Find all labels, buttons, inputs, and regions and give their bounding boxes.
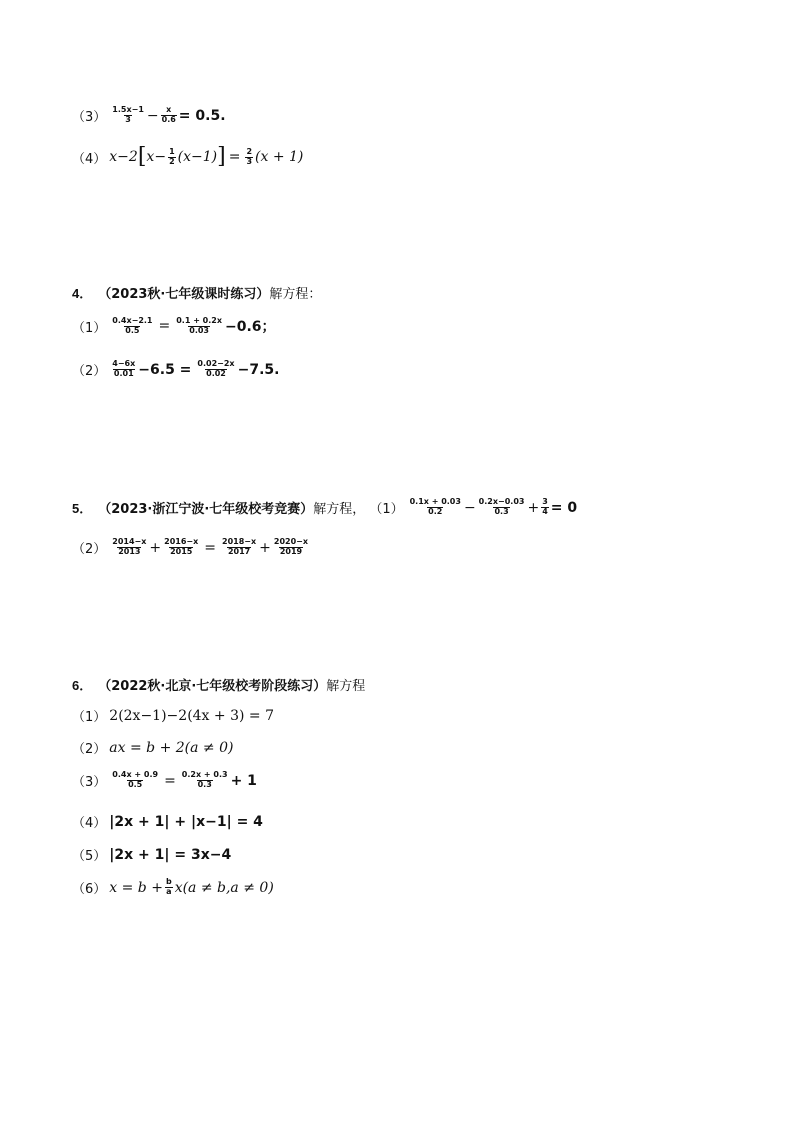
fraction bbox=[541, 498, 549, 517]
problem-3-part-3: （3） $\frac{1.5x-1}{3}$ − $\frac{x}{0.6}$ = 0.5. bbox=[72, 105, 226, 125]
question-number: 4． bbox=[72, 286, 93, 301]
fraction bbox=[245, 148, 253, 167]
sub-label: （1） bbox=[369, 502, 404, 517]
denominator: 0.5 bbox=[125, 325, 140, 335]
question-prompt: 解方程 bbox=[326, 679, 366, 694]
numerator: b bbox=[165, 877, 172, 887]
numerator: 0.2x−0.03 bbox=[478, 497, 525, 507]
numerator: 2016−x bbox=[164, 537, 199, 547]
fraction bbox=[161, 106, 177, 125]
denominator: 0.01 bbox=[113, 369, 134, 378]
sub-label: （2） bbox=[72, 364, 107, 379]
sub-label: （2） bbox=[72, 742, 107, 757]
question-source: （2023秋·七年级课时练习） bbox=[98, 287, 270, 302]
denominator: 3 bbox=[125, 115, 131, 124]
question-source: （2022秋·北京·七年级校考阶段练习） bbox=[98, 679, 327, 694]
fraction bbox=[111, 538, 147, 557]
denominator: 2 bbox=[169, 156, 175, 166]
question-6-part-2 bbox=[72, 738, 233, 757]
denominator: 0.6 bbox=[161, 115, 176, 124]
fraction bbox=[111, 106, 145, 125]
numerator: 0.1x + 0.03 bbox=[409, 497, 461, 507]
sub-label: （3） bbox=[72, 775, 107, 790]
numerator: 0.2x + 0.3 bbox=[181, 770, 228, 780]
denominator: 2013 bbox=[118, 547, 141, 556]
question-4-part-1: （1） $\frac{0.4x-2.1}{0.5}$ = $\frac{0.1 + 0.2x}{0.03}$ −0.6； bbox=[72, 315, 276, 336]
numerator: 0.4x + 0.9 bbox=[112, 770, 159, 780]
numerator: 0.4x−2.1 bbox=[112, 315, 153, 325]
fraction bbox=[409, 498, 462, 517]
question-source: （2023·浙江宁波·七年级校考竞赛） bbox=[98, 502, 314, 517]
denominator: 3 bbox=[246, 156, 253, 166]
fraction bbox=[168, 148, 176, 167]
sub-label: （4） bbox=[72, 816, 107, 831]
equation: |2x + 1| = 3x−4 bbox=[109, 846, 232, 863]
numerator: 1.5x−1 bbox=[112, 105, 144, 115]
numerator: 2018−x bbox=[222, 537, 257, 547]
question-number: 6． bbox=[72, 678, 93, 693]
question-6-part-6: （6） x = b + $\frac{b}{a}$ x(a ≠ b,a ≠ 0) bbox=[72, 877, 274, 897]
numerator: 2 bbox=[246, 146, 253, 156]
fraction bbox=[478, 498, 526, 517]
sub-label: （3） bbox=[72, 110, 107, 125]
numerator: 1 bbox=[169, 146, 175, 156]
question-6-part-3: （3） $\frac{0.4x + 0.9}{0.5}$ = $\frac{0.2x + 0.3}{0.3}$ + 1 bbox=[72, 770, 257, 790]
question-prompt: 解方程： bbox=[269, 287, 322, 302]
question-6-part-5 bbox=[72, 845, 231, 864]
fraction bbox=[181, 771, 229, 790]
fraction bbox=[163, 538, 199, 557]
sub-label: （5） bbox=[72, 849, 107, 864]
numerator: 2020−x bbox=[273, 537, 309, 547]
sub-label: （2） bbox=[72, 542, 107, 557]
denominator: 2017 bbox=[227, 547, 251, 556]
denominator: 2015 bbox=[170, 547, 193, 556]
fraction bbox=[165, 878, 173, 897]
question-prompt: 解方程， bbox=[313, 502, 366, 517]
denominator: 2019 bbox=[279, 547, 303, 556]
fraction bbox=[111, 360, 136, 379]
question-number: 5． bbox=[72, 501, 93, 516]
question-6-heading bbox=[72, 675, 365, 694]
denominator: 0.02 bbox=[206, 369, 226, 378]
sub-label: （1） bbox=[72, 320, 107, 336]
denominator: 0.5 bbox=[128, 780, 143, 789]
sub-label: （6） bbox=[72, 882, 107, 897]
denominator: 0.03 bbox=[189, 325, 209, 335]
fraction bbox=[175, 317, 223, 336]
denominator: a bbox=[166, 887, 172, 896]
numerator: 4−6x bbox=[112, 359, 136, 369]
equation: |2x + 1| + |x−1| = 4 bbox=[109, 813, 263, 830]
denominator: 0.3 bbox=[494, 507, 509, 516]
question-5-heading: 5． （2023·浙江宁波·七年级校考竞赛） 解方程， （1） $\frac{0.1x + 0.03}{0.2}$ − $\frac{0.2x-0.03}{0.3}$ + $\frac{3}{4}$ = 0 bbox=[72, 497, 578, 517]
fraction bbox=[196, 360, 235, 379]
fraction bbox=[221, 538, 257, 557]
fraction bbox=[273, 538, 309, 557]
numerator: x bbox=[166, 105, 172, 115]
question-5-part-2: （2） $\frac{2014-x}{2013}$ + $\frac{2016-x}{2015}$ = $\frac{2018-x}{2017}$ + $\frac{2020-x}{2019}$ bbox=[72, 537, 309, 557]
denominator: 0.3 bbox=[197, 780, 212, 789]
question-6-part-1 bbox=[72, 706, 274, 725]
sub-label: （1） bbox=[72, 710, 107, 725]
equation: ax = b + 2(a ≠ 0) bbox=[109, 739, 234, 756]
fraction bbox=[111, 771, 159, 790]
question-4-part-2: （2） $\frac{4-6x}{0.01}$ −6.5 = $\frac{0.02-2x}{0.02}$ −7.5. bbox=[72, 359, 280, 379]
denominator: 4 bbox=[542, 507, 548, 516]
sub-label: （4） bbox=[72, 151, 107, 167]
numerator: 2014−x bbox=[112, 537, 147, 547]
fraction bbox=[111, 317, 153, 336]
numerator: 0.1 + 0.2x bbox=[176, 315, 223, 325]
denominator: 0.2 bbox=[428, 507, 443, 516]
problem-3-part-4: （4） x−2 [ x− $\frac{1}{2}$ (x−1) ] = $\frac{2}{3}$ (x + 1) bbox=[72, 144, 304, 169]
numerator: 3 bbox=[542, 497, 548, 507]
question-6-part-4 bbox=[72, 812, 263, 831]
question-4-heading bbox=[72, 283, 321, 302]
numerator: 0.02−2x bbox=[197, 359, 235, 369]
equation: 2(2x−1)−2(4x + 3) = 7 bbox=[109, 707, 274, 724]
